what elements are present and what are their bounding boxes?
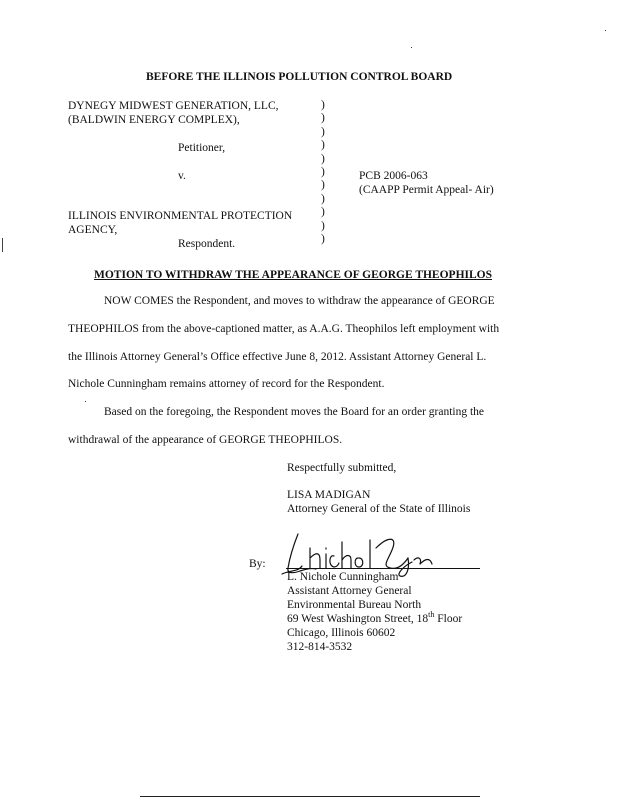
respectfully-submitted: Respectfully submitted, bbox=[287, 462, 397, 474]
board-heading: BEFORE THE ILLINOIS POLLUTION CONTROL BOARD bbox=[146, 71, 453, 83]
paren: ) bbox=[321, 99, 325, 111]
versus: v. bbox=[178, 170, 186, 182]
paren: ) bbox=[321, 125, 325, 138]
paren: ) bbox=[321, 112, 325, 125]
case-type: (CAAPP Permit Appeal- Air) bbox=[359, 184, 494, 196]
signature-line bbox=[286, 568, 480, 569]
paragraph-1-line-4: Nichole Cunningham remains attorney of record for the Respondent. bbox=[68, 378, 385, 390]
bureau-name: Environmental Bureau North bbox=[287, 599, 422, 611]
motion-title: MOTION TO WITHDRAW THE APPEARANCE OF GEORGE THEOPHILOS bbox=[94, 269, 493, 281]
street-address-ordinal: th bbox=[428, 610, 435, 620]
respondent-name-line-1: ILLINOIS ENVIRONMENTAL PROTECTION bbox=[68, 210, 293, 222]
signer-name: L. Nichole Cunningham bbox=[287, 571, 399, 583]
paren: ) bbox=[321, 139, 325, 152]
attorney-general-title: Attorney General of the State of Illinois bbox=[287, 503, 471, 515]
petitioner-role: Petitioner, bbox=[178, 142, 226, 154]
case-number: PCB 2006-063 bbox=[359, 170, 428, 182]
city-state-zip: Chicago, Illinois 60602 bbox=[287, 627, 396, 639]
petitioner-name-line-2: (BALDWIN ENERGY COMPLEX), bbox=[68, 114, 240, 126]
attorney-general-name: LISA MADIGAN bbox=[287, 489, 371, 501]
paren: ) bbox=[321, 192, 325, 205]
paren: ) bbox=[321, 206, 325, 219]
caption-parenthesis-column bbox=[321, 99, 325, 246]
paragraph-2-line-1: Based on the foregoing, the Respondent moves the Board for an order granting the bbox=[104, 406, 485, 418]
paren: ) bbox=[321, 152, 325, 165]
paragraph-1-line-3: the Illinois Attorney General’s Office effective June 8, 2012. Assistant Attorney General L. bbox=[68, 351, 487, 363]
scan-speck bbox=[605, 30, 606, 31]
paren: ) bbox=[321, 219, 325, 232]
respondent-role: Respondent. bbox=[178, 238, 236, 250]
paragraph-1-line-1: NOW COMES the Respondent, and moves to withdraw the appearance of GEORGE bbox=[104, 295, 495, 307]
paren: ) bbox=[321, 179, 325, 192]
signer-title: Assistant Attorney General bbox=[287, 585, 412, 597]
scan-edge-mark bbox=[2, 238, 3, 252]
paren: ) bbox=[321, 166, 325, 179]
scan-speck bbox=[411, 47, 412, 48]
scan-speck bbox=[85, 401, 86, 402]
phone-number: 312-814-3532 bbox=[287, 641, 353, 653]
paragraph-1-line-2: THEOPHILOS from the above-captioned matter, as A.A.G. Theophilos left employment with bbox=[68, 323, 500, 335]
street-address-floor: Floor bbox=[434, 613, 463, 625]
street-address-main: 69 West Washington Street, 18 bbox=[287, 613, 429, 625]
by-label: By: bbox=[249, 558, 266, 570]
paren: ) bbox=[321, 233, 325, 246]
petitioner-name-line-1: DYNEGY MIDWEST GENERATION, LLC, bbox=[68, 100, 279, 112]
paragraph-2-line-2: withdrawal of the appearance of GEORGE THEOPHILOS. bbox=[68, 434, 343, 446]
street-address bbox=[287, 612, 462, 626]
footer-rule bbox=[140, 796, 480, 797]
respondent-name-line-2: AGENCY, bbox=[68, 224, 118, 236]
